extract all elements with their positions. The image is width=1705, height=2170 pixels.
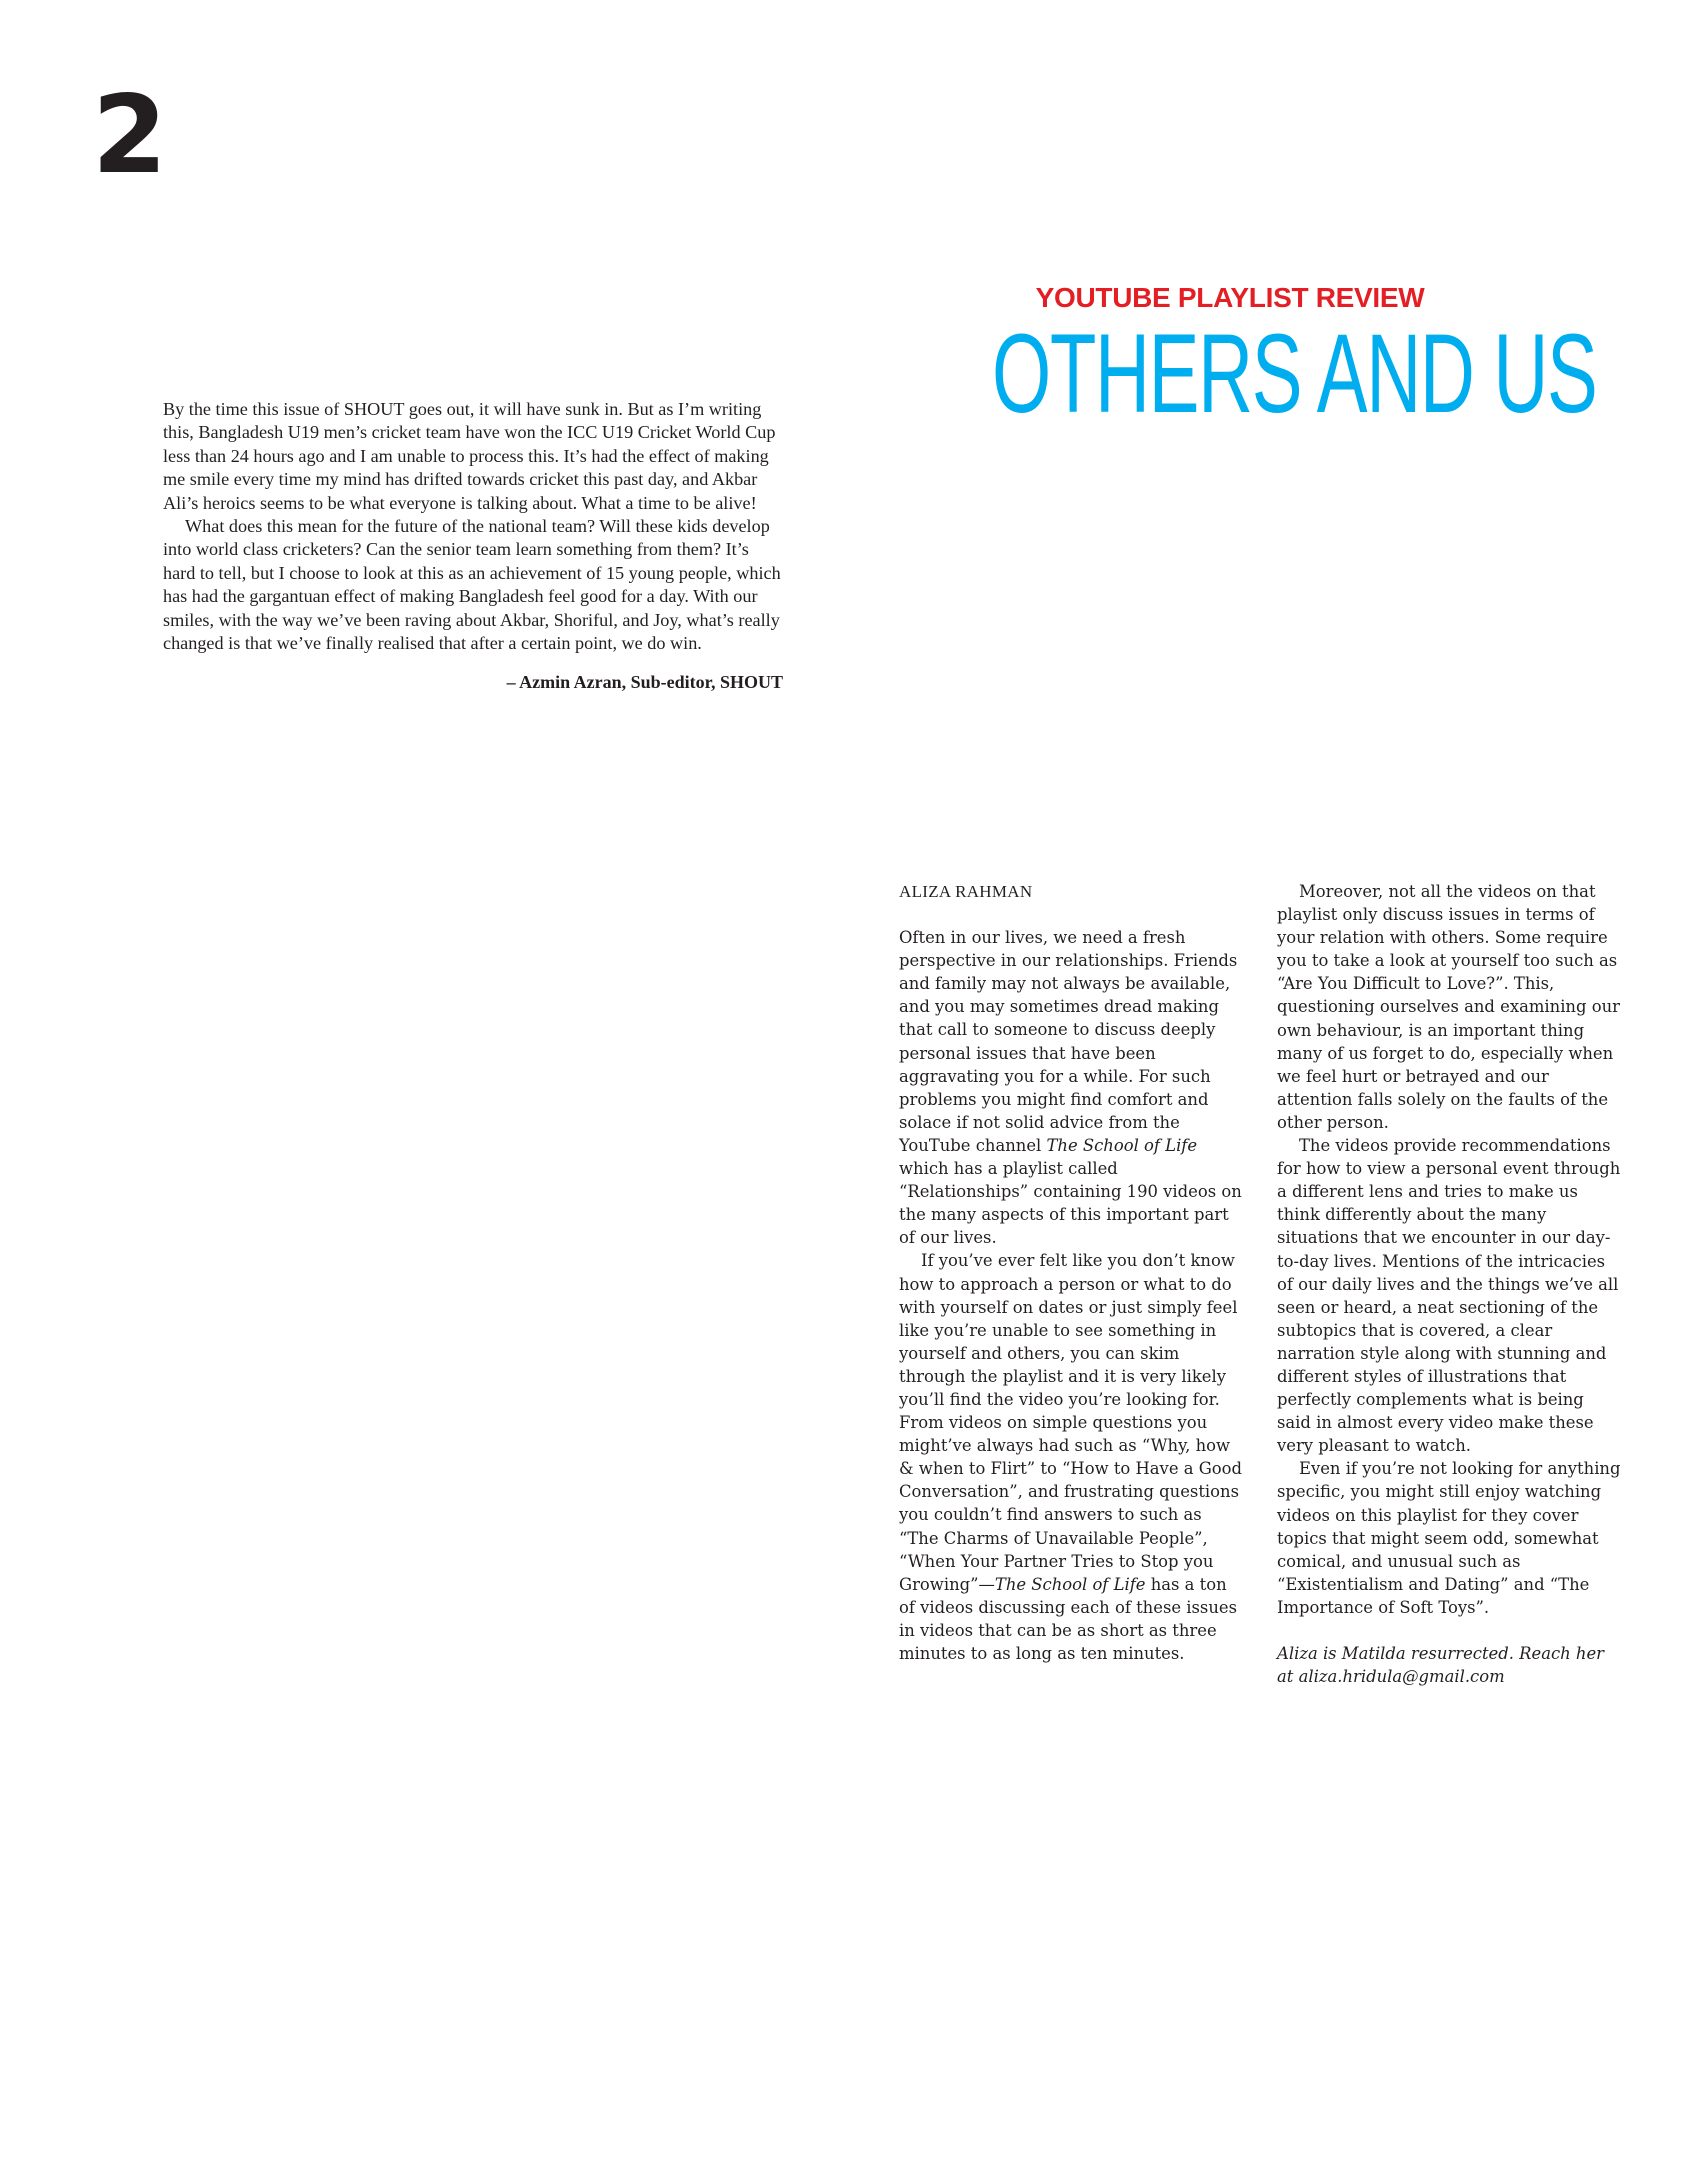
editorial-paragraph-2: What does this mean for the future of the national team? Will these kids develop into world class cricketers? Can the senior team learn something from them? It’s hard to tell, but I choose to look at this as an achievement of 15 young people, which has had the gargantuan effect of making Bangladesh feel good for a day. With our smiles, with the way we’ve been raving about Akbar, Shoriful, and Joy, what’s really changed is that we’ve finally realised that after a certain point, we do win.: [163, 516, 781, 654]
article-paragraph-5: Even if you’re not looking for anything specific, you might still enjoy watching videos on this playlist for they cover topics that might seem odd, somewhat comical, and unusual such as “Existentialism and Dating” and “The Importance of Soft Toys”.: [1277, 1459, 1621, 1617]
channel-name: The School of Life: [994, 1574, 1146, 1594]
article-column-right: [1277, 880, 1622, 1688]
article-headline: OTHERS AND US: [992, 311, 1597, 436]
text-run: which has a playlist called “Relationships” containing 190 videos on the many aspects of this important part of our lives.: [899, 1159, 1242, 1248]
editorial-paragraph-1: By the time this issue of SHOUT goes out, it will have sunk in. But as I’m writing this, Bangladesh U19 men’s cricket team have won the ICC U19 Cricket World Cup less than 24 hours ago and I am unable to process this. It’s had the effect of making me smile every time my mind has drifted towards cricket this past day, and Akbar Ali’s heroics seems to be what everyone is talking about. What a time to be alive!: [163, 399, 776, 513]
article-paragraph-2: [899, 1249, 1244, 1665]
text-run: has a ton of videos discussing each of these issues in videos that can be as short as three minutes to as long as ten minutes.: [899, 1574, 1237, 1663]
article-paragraph-4: The videos provide recommendations for how to view a personal event through a different lens and tries to make us think differently about the many situations that we encounter in our day-to-day lives. Mentions of the intricacies of our daily lives and the things we’ve all seen or heard, a neat sectioning of the subtopics that is covered, a clear narration style along with stunning and different styles of illustrations that perfectly complements what is being said in almost every video make these very pleasant to watch.: [1277, 1136, 1621, 1456]
article-paragraph-3: Moreover, not all the videos on that playlist only discuss issues in terms of your relation with others. Some require you to take a look at yourself too such as “Are You Difficult to Love?”. This, questioning ourselves and examining our own behaviour, is an important thing many of us forget to do, especially when we feel hurt or betrayed and our attention falls solely on the faults of the other person.: [1277, 882, 1620, 1132]
article-paragraph-1: [899, 926, 1244, 1249]
spacer: [1277, 1619, 1622, 1642]
text-run: Often in our lives, we need a fresh perspective in our relationships. Friends and family may not always be available, and you may sometimes dread making that call to someone to discuss deeply personal issues that have been aggravating you for a while. For such problems you might find comfort and solace if not solid advice from the YouTube channel: [899, 928, 1238, 1155]
editorial-signoff: – Azmin Azran, Sub-editor, SHOUT: [506, 672, 783, 693]
section-kicker: YOUTUBE PLAYLIST REVIEW: [1035, 282, 1425, 313]
page-number: 2: [92, 73, 166, 198]
editorial-note: [163, 398, 783, 695]
article-column-left: [899, 880, 1244, 1665]
author-bio: Aliza is Matilda resurrected. Reach her at aliza.hridula@gmail.com: [1277, 1644, 1605, 1687]
text-run: If you’ve ever felt like you don’t know how to approach a person or what to do with yourself on dates or just simply feel like you’re unable to see something in yourself and others, you can skim through the playlist and it is very likely you’ll find the video you’re looking for. From videos on simple questions you might’ve always had such as “Why, how & when to Flirt” to “How to Have a Good Conversation”, and frustrating questions you couldn’t find answers to such as “The Charms of Unavailable People”, “When Your Partner Tries to Stop you Growing”—: [899, 1251, 1243, 1594]
channel-name: The School of Life: [1046, 1135, 1198, 1155]
article-byline: ALIZA RAHMAN: [899, 882, 1033, 901]
